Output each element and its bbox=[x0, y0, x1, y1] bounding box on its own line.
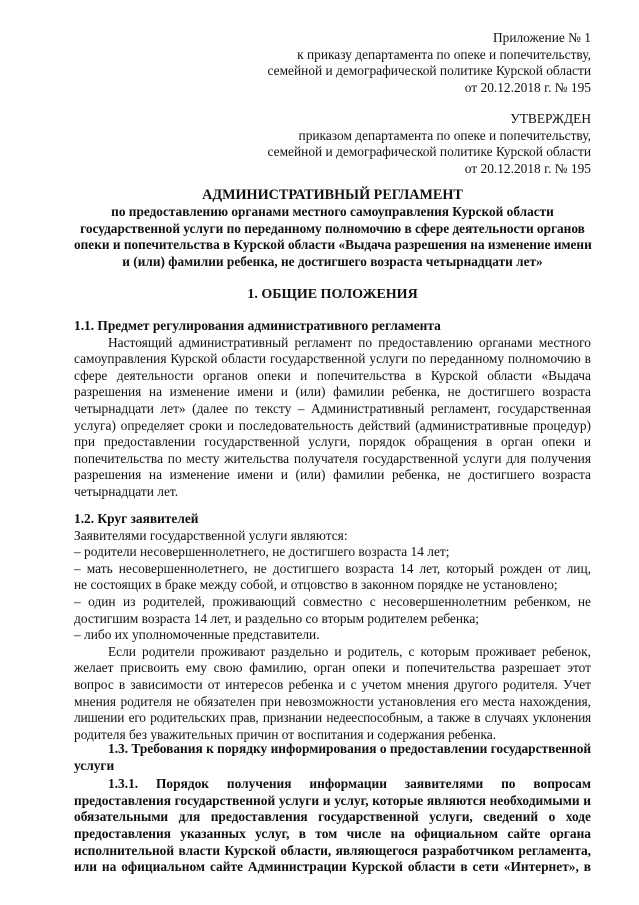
subsection-1-3 bbox=[74, 741, 591, 876]
document-title bbox=[74, 187, 591, 204]
paragraph-line: разрешения на изменение имени и (или) фамилии ребенка, не достигшего возраста bbox=[74, 467, 591, 483]
subtitle-line: по предоставлению органами местного самоуправления Курской области bbox=[111, 204, 554, 219]
paragraph-line: Заявителями государственной услуги являются: bbox=[74, 527, 348, 543]
list-item-cont: не состоящих в браке между собой, и отцовство в законном порядке не установлено; bbox=[74, 577, 558, 593]
appendix-line: от 20.12.2018 г. № 195 bbox=[464, 79, 591, 95]
paragraph-line: исполнительной власти Курской области, являющегося разработчиком регламента, bbox=[74, 842, 591, 858]
paragraph-line: самоуправления Курской области государственной услуги по переданному полномочию в bbox=[74, 351, 591, 367]
list-item: – один из родителей, проживающий совместно с несовершеннолетним ребенком, не bbox=[74, 593, 591, 609]
list-item-cont: достигшим возраста 14 лет, и раздельно со вторым родителем ребенка; bbox=[74, 610, 479, 626]
list-item: – либо их уполномоченные представители. bbox=[74, 627, 320, 643]
subsection-1-2 bbox=[74, 511, 591, 743]
paragraph-line: услуга) определяет сроки и последовательность действий (административные процедур) bbox=[74, 417, 591, 433]
paragraph-line: попечительства по месту жительства получателя государственной услуги для получения bbox=[74, 450, 591, 466]
paragraph-line: предоставления указанных услуг, в том числе на официальном сайте органа bbox=[74, 825, 591, 841]
approved-line: УТВЕРЖДЕН bbox=[510, 111, 591, 126]
approved-line: приказом департамента по опеке и попечительству, bbox=[298, 127, 591, 143]
document-subtitle bbox=[74, 204, 591, 270]
paragraph-line: четырнадцати лет. bbox=[74, 483, 179, 499]
subsection-heading: 1.3. Требования к порядку информирования о предоставлении государственной bbox=[108, 741, 592, 756]
paragraph-line: желает присвоить ему свою фамилию, орган опеки и попечительства разрешает этот bbox=[74, 660, 591, 676]
approved-block bbox=[74, 111, 591, 177]
subtitle-line: государственной услуги по переданному полномочию в сфере деятельности органов bbox=[80, 220, 585, 236]
list-item: – родители несовершеннолетнего, не достигшего возраста 14 лет; bbox=[74, 544, 450, 560]
subsection-heading-cont: услуги bbox=[74, 757, 115, 773]
appendix-line: Приложение № 1 bbox=[492, 30, 591, 45]
subtitle-line: опеки и попечительства в Курской области «Выдача разрешения на изменение имени bbox=[74, 237, 592, 253]
paragraph-line: при предоставлении государственной услуги, порядок обращения в орган опеки и bbox=[74, 434, 591, 450]
paragraph-line: предоставления государственной услуги и услуг, которые являются необходимыми и bbox=[74, 792, 591, 808]
section-heading-text: 1. ОБЩИЕ ПОЛОЖЕНИЯ bbox=[247, 287, 418, 302]
approved-line: семейной и демографической политике Курской области bbox=[267, 144, 591, 160]
subsection-1-1 bbox=[74, 318, 591, 501]
paragraph-line: 1.3.1. Порядок получения информации заявителями по вопросам bbox=[108, 776, 591, 792]
paragraph-line: обязательными для предоставления государственной услуги, сведений о ходе bbox=[74, 809, 591, 825]
title-main: АДМИНИСТРАТИВНЫЙ РЕГЛАМЕНТ bbox=[202, 187, 463, 203]
paragraph-line: лишении его родительских прав, признании недееспособным, а также в случаях уклонения bbox=[74, 710, 591, 726]
paragraph-line: вопрос в зависимости от интересов ребенка и с учетом мнения другого родителя. Учет bbox=[74, 676, 591, 692]
list-item: – мать несовершеннолетнего, не достигшего возраста 14 лет, который рожден от лиц, bbox=[74, 560, 591, 576]
paragraph-line: разрешения на изменение имени и (или) фамилии ребенка, не достигшего возраста bbox=[74, 384, 591, 400]
paragraph-line: четырнадцати лет» (далее по тексту – Административный регламент, государственная bbox=[74, 400, 591, 416]
paragraph-line: мнения родителя не обязателен при невозможности установления его места нахождения, bbox=[74, 693, 591, 709]
paragraph-line: родителя без уважительных причин от воспитания и содержания ребенка. bbox=[74, 726, 497, 742]
paragraph-line: или на официальном сайте Администрации Курской области в сети «Интернет», в bbox=[74, 859, 591, 875]
subsection-heading: 1.1. Предмет регулирования административного регламента bbox=[74, 318, 441, 333]
section-heading bbox=[74, 287, 591, 304]
subsection-heading: 1.2. Круг заявителей bbox=[74, 511, 199, 526]
subtitle-line: и (или) фамилии ребенка, не достигшего возраста четырнадцати лет» bbox=[122, 253, 543, 269]
appendix-block bbox=[74, 30, 591, 96]
approved-line: от 20.12.2018 г. № 195 bbox=[464, 160, 591, 176]
paragraph-line: Если родители проживают раздельно и родитель, с которым проживает ребенок, bbox=[108, 643, 591, 659]
appendix-line: к приказу департамента по опеке и попечительству, bbox=[297, 46, 591, 62]
paragraph-line: Настоящий административный регламент по предоставлению органами местного bbox=[108, 334, 591, 350]
paragraph-line: сфере деятельности органов опеки и попечительства в Курской области «Выдача bbox=[74, 367, 591, 383]
appendix-line: семейной и демографической политике Курской области bbox=[267, 63, 591, 79]
